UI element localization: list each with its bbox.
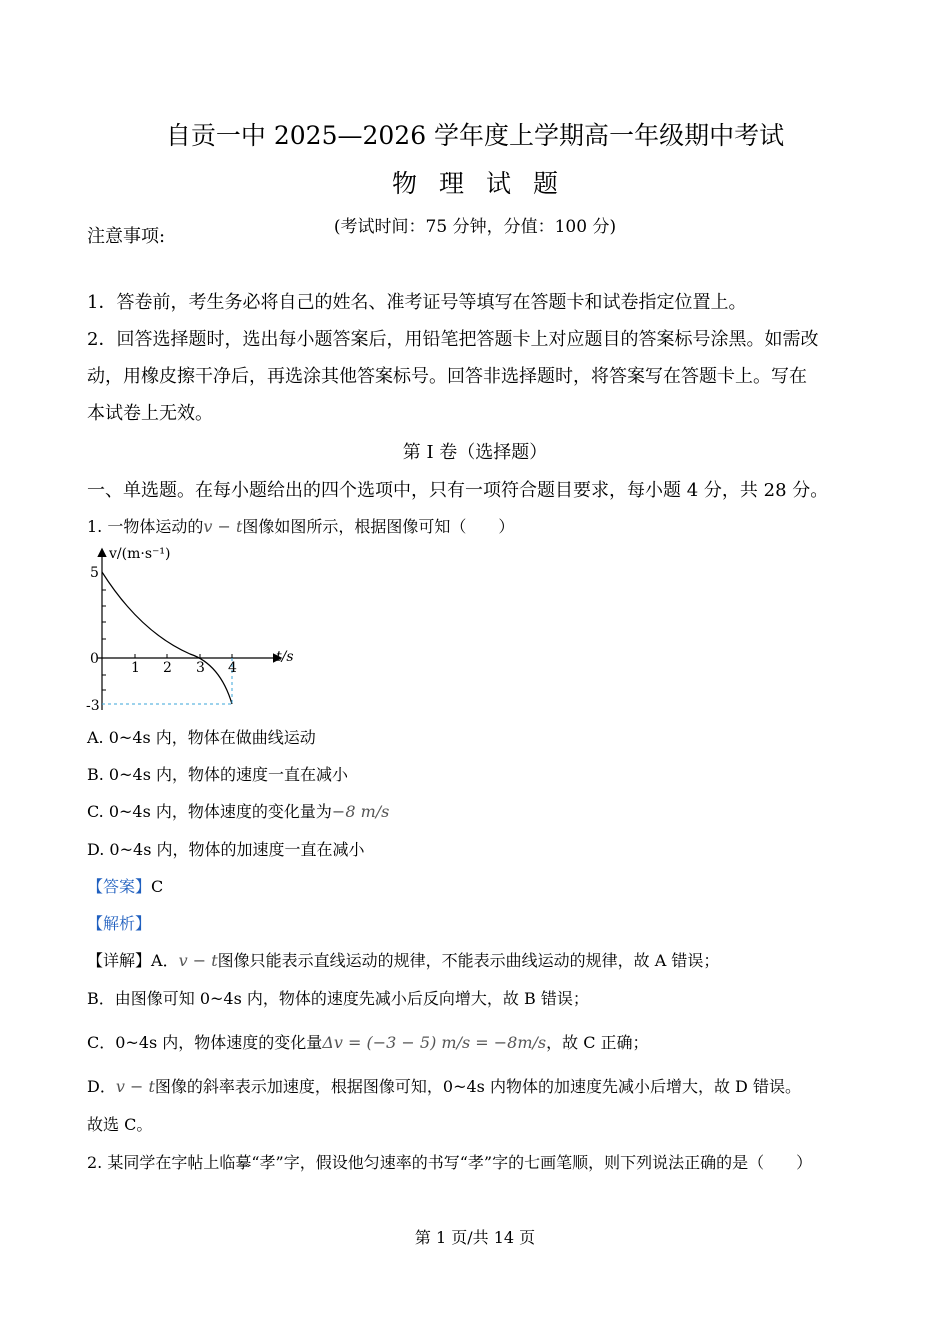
detail-c-pre: C．0~4s 内，物体速度的变化量	[87, 1033, 323, 1052]
q1-option-c-pre: C. 0~4s 内，物体速度的变化量为	[87, 802, 332, 821]
detail-c-post: ，故 C 正确；	[546, 1033, 649, 1052]
detail-a-post: 图像只能表示直线运动的规律，不能表示曲线运动的规律，故 A 错误；	[217, 951, 720, 970]
x-tick-2: 2	[163, 660, 172, 676]
y-axis-label: v/(m·s⁻¹)	[109, 546, 171, 562]
detail-d-pre: D．	[87, 1077, 116, 1096]
x-tick-3: 3	[196, 660, 205, 676]
exam-subtitle: 物理试题	[391, 169, 580, 198]
notice-item-2-line-1: 2．回答选择题时，选出每小题答案后，用铅笔把答题卡上对应题目的答案标号涂黑。如需改	[87, 329, 819, 350]
notice-item-2-line-3: 本试卷上无效。	[87, 403, 213, 424]
q1-stem-post: 图像如图所示，根据图像可知（ ）	[242, 517, 515, 536]
velocity-curve	[102, 572, 232, 704]
detail-d-math: v − t	[115, 1077, 155, 1096]
detail-a-pre: A．	[151, 951, 179, 970]
exam-title: 自贡一中 2025—2026 学年度上学期高一年级期中考试	[165, 121, 785, 150]
y-tick-neg3: -3	[86, 698, 100, 714]
vt-graph	[80, 542, 300, 717]
q1-answer	[87, 874, 163, 897]
q1-option-c-math: −8 m/s	[331, 802, 390, 821]
notice-item-1: 1．答卷前，考生务必将自己的姓名、准考证号等填写在答题卡和试卷指定位置上。	[87, 292, 747, 313]
x-axis-label: t/s	[276, 649, 294, 665]
notice-item-2-line-2: 动，用橡皮擦干净后，再选涂其他答案标号。回答非选择题时，将答案写在答题卡上。写在	[87, 366, 807, 387]
page-footer: 第 1 页/共 14 页	[414, 1228, 536, 1247]
detail-c-math: Δv = (−3 − 5) m/s = −8m/s	[322, 1033, 547, 1052]
q1-stem-pre: 1. 一物体运动的	[87, 517, 204, 536]
y-tick-5: 5	[90, 565, 99, 581]
q1-option-d: D. 0~4s 内，物体的加速度一直在减小	[87, 840, 365, 859]
question-2-stem: 2. 某同学在字帖上临摹“孝”字，假设他匀速率的书写“孝”字的七画笔顺，则下列说法正确的是（ ）	[87, 1153, 813, 1172]
q1-stem-math: v − t	[203, 517, 243, 536]
question-1-stem	[87, 514, 514, 537]
detail-tag: 【详解】	[87, 951, 152, 970]
x-tick-4: 4	[228, 660, 237, 676]
exam-info: (考试时间：75 分钟，分值：100 分)	[333, 217, 617, 237]
q1-option-c	[87, 799, 389, 822]
q1-option-b: B. 0~4s 内，物体的速度一直在减小	[87, 765, 348, 784]
detail-a	[87, 948, 719, 971]
detail-a-math: v − t	[178, 951, 218, 970]
detail-b: B．由图像可知 0~4s 内，物体的速度先减小后反向增大，故 B 错误；	[87, 989, 589, 1008]
notice-heading: 注意事项:	[87, 226, 166, 247]
y-tick-0: 0	[90, 651, 99, 667]
q1-option-a: A. 0~4s 内，物体在做曲线运动	[87, 728, 316, 747]
volume-heading: 第 I 卷（选择题）	[402, 442, 548, 463]
answer-value: C	[151, 877, 164, 896]
conclusion: 故选 C。	[87, 1115, 153, 1134]
detail-d-post: 图像的斜率表示加速度，根据图像可知，0~4s 内物体的加速度先减小后增大，故 D 错误。	[154, 1077, 801, 1096]
x-tick-1: 1	[131, 660, 140, 676]
detail-c	[87, 1030, 649, 1053]
detail-d	[87, 1074, 801, 1097]
answer-tag: 【答案】	[87, 877, 152, 896]
analysis-tag: 【解析】	[87, 914, 152, 933]
part1-heading: 一、单选题。在每小题给出的四个选项中，只有一项符合题目要求，每小题 4 分，共 28 分。	[87, 480, 829, 501]
